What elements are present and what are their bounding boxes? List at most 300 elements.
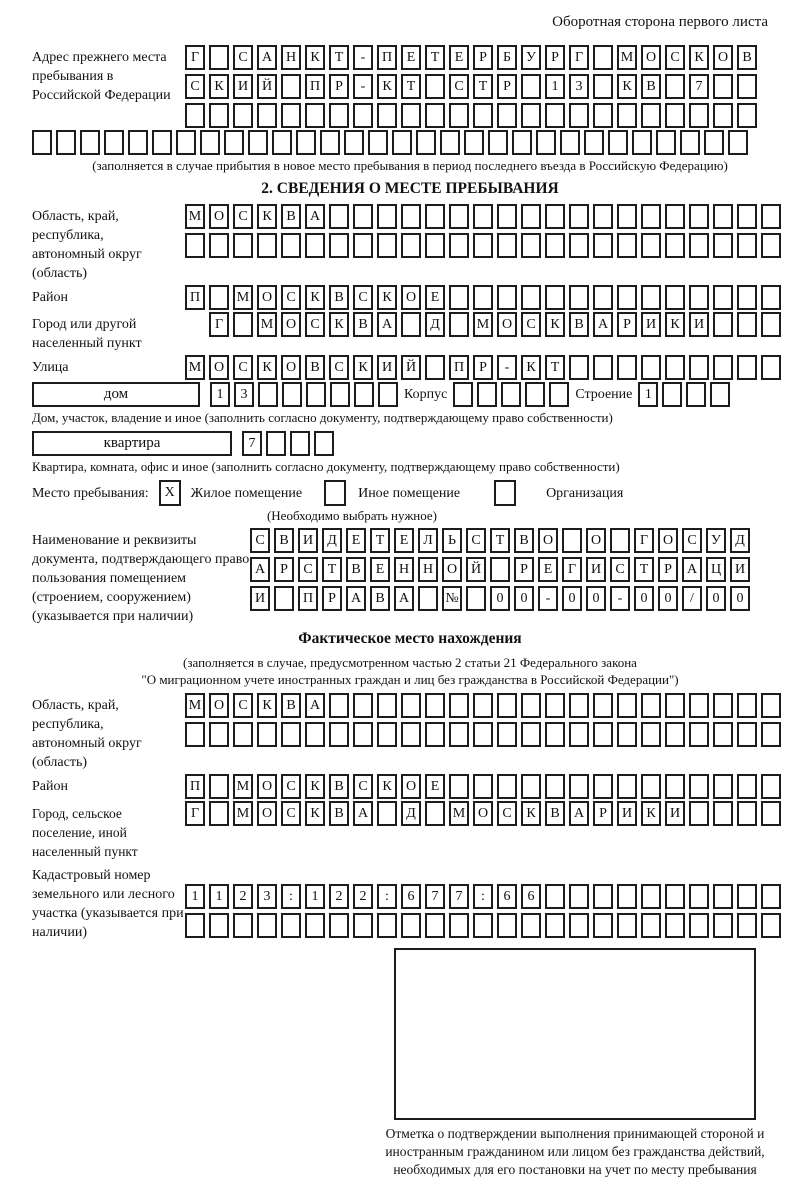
char-box[interactable] xyxy=(713,74,733,99)
char-box[interactable]: М xyxy=(185,355,205,380)
char-box[interactable]: В xyxy=(329,774,349,799)
char-box[interactable]: И xyxy=(298,528,318,553)
char-box[interactable]: Е xyxy=(394,528,414,553)
char-box[interactable]: Т xyxy=(329,45,349,70)
char-box[interactable] xyxy=(401,312,421,337)
char-box[interactable] xyxy=(713,722,733,747)
char-box[interactable]: К xyxy=(353,355,373,380)
char-box[interactable]: У xyxy=(706,528,726,553)
char-box[interactable]: Т xyxy=(322,557,342,582)
char-box[interactable] xyxy=(641,103,661,128)
char-box[interactable] xyxy=(281,74,301,99)
char-box[interactable]: 1 xyxy=(305,884,325,909)
char-box[interactable] xyxy=(377,722,397,747)
char-box[interactable]: С xyxy=(185,74,205,99)
char-box[interactable] xyxy=(617,693,637,718)
char-box[interactable] xyxy=(710,382,730,407)
char-box[interactable] xyxy=(617,103,637,128)
char-box[interactable]: 7 xyxy=(689,74,709,99)
char-box[interactable]: А xyxy=(682,557,702,582)
char-box[interactable] xyxy=(449,774,469,799)
char-box[interactable] xyxy=(425,233,445,258)
char-box[interactable] xyxy=(258,382,278,407)
char-box[interactable] xyxy=(488,130,508,155)
char-box[interactable] xyxy=(501,382,521,407)
char-box[interactable] xyxy=(233,722,253,747)
char-box[interactable] xyxy=(665,913,685,938)
char-box[interactable] xyxy=(209,801,229,826)
char-box[interactable]: Й xyxy=(257,74,277,99)
char-box[interactable] xyxy=(209,913,229,938)
char-box[interactable]: Д xyxy=(322,528,342,553)
char-box[interactable]: В xyxy=(281,693,301,718)
char-box[interactable]: Р xyxy=(274,557,294,582)
char-box[interactable] xyxy=(593,722,613,747)
char-box[interactable] xyxy=(641,285,661,310)
char-box[interactable]: С xyxy=(665,45,685,70)
char-box[interactable]: В xyxy=(545,801,565,826)
char-box[interactable] xyxy=(545,204,565,229)
char-box[interactable] xyxy=(392,130,412,155)
char-box[interactable] xyxy=(689,913,709,938)
char-box[interactable] xyxy=(449,233,469,258)
char-box[interactable] xyxy=(281,913,301,938)
char-box[interactable]: О xyxy=(538,528,558,553)
char-box[interactable] xyxy=(497,774,517,799)
char-box[interactable]: К xyxy=(305,285,325,310)
char-box[interactable] xyxy=(521,774,541,799)
char-box[interactable] xyxy=(490,557,510,582)
char-box[interactable]: Й xyxy=(466,557,486,582)
char-box[interactable] xyxy=(713,285,733,310)
char-box[interactable] xyxy=(290,431,310,456)
char-box[interactable] xyxy=(689,801,709,826)
char-box[interactable]: Е xyxy=(370,557,390,582)
char-box[interactable] xyxy=(737,233,757,258)
char-box[interactable] xyxy=(353,233,373,258)
char-box[interactable]: П xyxy=(185,774,205,799)
char-box[interactable]: И xyxy=(617,801,637,826)
char-box[interactable]: 0 xyxy=(658,586,678,611)
char-box[interactable]: А xyxy=(305,204,325,229)
char-box[interactable] xyxy=(713,233,733,258)
char-box[interactable] xyxy=(761,774,781,799)
char-box[interactable] xyxy=(521,722,541,747)
char-box[interactable] xyxy=(305,722,325,747)
char-box[interactable] xyxy=(473,285,493,310)
char-box[interactable] xyxy=(257,722,277,747)
char-box[interactable]: О xyxy=(586,528,606,553)
char-box[interactable]: М xyxy=(233,285,253,310)
char-box[interactable] xyxy=(569,774,589,799)
char-box[interactable] xyxy=(521,913,541,938)
char-box[interactable] xyxy=(521,233,541,258)
char-box[interactable] xyxy=(689,884,709,909)
char-box[interactable]: В xyxy=(514,528,534,553)
char-box[interactable]: М xyxy=(617,45,637,70)
char-box[interactable] xyxy=(521,285,541,310)
char-box[interactable]: - xyxy=(610,586,630,611)
char-box[interactable] xyxy=(497,204,517,229)
char-box[interactable] xyxy=(632,130,652,155)
char-box[interactable] xyxy=(569,204,589,229)
char-box[interactable]: Й xyxy=(401,355,421,380)
char-box[interactable]: Т xyxy=(401,74,421,99)
char-box[interactable] xyxy=(549,382,569,407)
char-box[interactable]: Н xyxy=(394,557,414,582)
char-box[interactable] xyxy=(689,774,709,799)
char-box[interactable] xyxy=(401,693,421,718)
char-box[interactable]: Е xyxy=(449,45,469,70)
char-box[interactable] xyxy=(761,913,781,938)
char-box[interactable] xyxy=(761,204,781,229)
char-box[interactable]: О xyxy=(658,528,678,553)
char-box[interactable]: К xyxy=(689,45,709,70)
char-box[interactable] xyxy=(80,130,100,155)
char-box[interactable]: - xyxy=(353,74,373,99)
char-box[interactable] xyxy=(453,382,473,407)
char-box[interactable] xyxy=(209,722,229,747)
char-box[interactable]: К xyxy=(257,693,277,718)
char-box[interactable] xyxy=(617,913,637,938)
char-box[interactable] xyxy=(449,693,469,718)
char-box[interactable] xyxy=(521,204,541,229)
char-box[interactable] xyxy=(257,913,277,938)
char-box[interactable]: Т xyxy=(473,74,493,99)
char-box[interactable] xyxy=(209,103,229,128)
char-box[interactable] xyxy=(368,130,388,155)
char-box[interactable]: И xyxy=(665,801,685,826)
char-box[interactable] xyxy=(617,722,637,747)
char-box[interactable] xyxy=(593,103,613,128)
char-box[interactable] xyxy=(344,130,364,155)
char-box[interactable]: - xyxy=(353,45,373,70)
char-box[interactable]: Е xyxy=(425,774,445,799)
char-box[interactable] xyxy=(185,233,205,258)
char-box[interactable] xyxy=(713,103,733,128)
char-box[interactable] xyxy=(545,285,565,310)
char-box[interactable]: Р xyxy=(617,312,637,337)
char-box[interactable]: А xyxy=(250,557,270,582)
char-box[interactable]: К xyxy=(257,355,277,380)
char-box[interactable] xyxy=(545,233,565,258)
char-box[interactable] xyxy=(353,722,373,747)
char-box[interactable] xyxy=(128,130,148,155)
char-box[interactable] xyxy=(641,233,661,258)
char-box[interactable]: К xyxy=(257,204,277,229)
char-box[interactable] xyxy=(497,722,517,747)
char-box[interactable] xyxy=(761,285,781,310)
char-box[interactable]: Н xyxy=(281,45,301,70)
char-box[interactable] xyxy=(401,233,421,258)
char-box[interactable]: Ь xyxy=(442,528,462,553)
char-box[interactable] xyxy=(274,586,294,611)
char-box[interactable] xyxy=(185,103,205,128)
char-box[interactable] xyxy=(713,913,733,938)
char-box[interactable] xyxy=(401,103,421,128)
char-box[interactable]: Р xyxy=(593,801,613,826)
char-box[interactable] xyxy=(353,103,373,128)
char-box[interactable] xyxy=(713,801,733,826)
char-box[interactable] xyxy=(608,130,628,155)
char-box[interactable]: О xyxy=(442,557,462,582)
char-box[interactable] xyxy=(569,103,589,128)
char-box[interactable]: Р xyxy=(473,45,493,70)
char-box[interactable]: Р xyxy=(329,74,349,99)
char-box[interactable]: О xyxy=(209,204,229,229)
char-box[interactable] xyxy=(449,285,469,310)
char-box[interactable] xyxy=(593,204,613,229)
char-box[interactable]: С xyxy=(233,204,253,229)
char-box[interactable] xyxy=(209,285,229,310)
char-box[interactable] xyxy=(209,233,229,258)
char-box[interactable] xyxy=(353,204,373,229)
stay-type-checkbox-other-premises[interactable] xyxy=(324,480,346,506)
char-box[interactable]: 1 xyxy=(638,382,658,407)
char-box[interactable]: 6 xyxy=(401,884,421,909)
char-box[interactable] xyxy=(233,913,253,938)
char-box[interactable]: 7 xyxy=(242,431,262,456)
char-box[interactable] xyxy=(209,774,229,799)
char-box[interactable] xyxy=(377,913,397,938)
char-box[interactable]: С xyxy=(233,693,253,718)
char-box[interactable] xyxy=(521,74,541,99)
char-box[interactable]: Р xyxy=(658,557,678,582)
char-box[interactable] xyxy=(689,355,709,380)
char-box[interactable]: О xyxy=(281,312,301,337)
char-box[interactable] xyxy=(497,233,517,258)
char-box[interactable]: С xyxy=(281,801,301,826)
char-box[interactable] xyxy=(761,355,781,380)
char-box[interactable]: М xyxy=(233,774,253,799)
char-box[interactable] xyxy=(329,233,349,258)
char-box[interactable]: О xyxy=(257,774,277,799)
char-box[interactable] xyxy=(737,913,757,938)
char-box[interactable] xyxy=(257,103,277,128)
char-box[interactable]: 1 xyxy=(209,884,229,909)
char-box[interactable]: С xyxy=(353,285,373,310)
char-box[interactable] xyxy=(761,801,781,826)
char-box[interactable]: 3 xyxy=(569,74,589,99)
char-box[interactable] xyxy=(425,722,445,747)
char-box[interactable]: О xyxy=(641,45,661,70)
char-box[interactable]: К xyxy=(377,285,397,310)
char-box[interactable] xyxy=(641,693,661,718)
char-box[interactable]: И xyxy=(641,312,661,337)
char-box[interactable] xyxy=(477,382,497,407)
char-box[interactable]: К xyxy=(521,801,541,826)
char-box[interactable] xyxy=(377,693,397,718)
char-box[interactable]: - xyxy=(538,586,558,611)
char-box[interactable]: 1 xyxy=(545,74,565,99)
char-box[interactable] xyxy=(713,204,733,229)
char-box[interactable]: Г xyxy=(634,528,654,553)
char-box[interactable]: Е xyxy=(538,557,558,582)
char-box[interactable] xyxy=(737,884,757,909)
char-box[interactable] xyxy=(401,722,421,747)
char-box[interactable] xyxy=(233,312,253,337)
char-box[interactable] xyxy=(305,103,325,128)
char-box[interactable] xyxy=(761,722,781,747)
char-box[interactable] xyxy=(425,204,445,229)
char-box[interactable] xyxy=(233,233,253,258)
char-box[interactable]: С xyxy=(353,774,373,799)
char-box[interactable] xyxy=(545,103,565,128)
char-box[interactable]: В xyxy=(305,355,325,380)
char-box[interactable]: С xyxy=(305,312,325,337)
char-box[interactable] xyxy=(761,233,781,258)
char-box[interactable] xyxy=(665,204,685,229)
char-box[interactable] xyxy=(689,285,709,310)
char-box[interactable] xyxy=(185,722,205,747)
char-box[interactable] xyxy=(440,130,460,155)
char-box[interactable] xyxy=(713,693,733,718)
char-box[interactable]: Ц xyxy=(706,557,726,582)
char-box[interactable] xyxy=(761,884,781,909)
char-box[interactable]: К xyxy=(305,45,325,70)
char-box[interactable] xyxy=(569,233,589,258)
char-box[interactable]: И xyxy=(233,74,253,99)
char-box[interactable] xyxy=(569,722,589,747)
char-box[interactable] xyxy=(320,130,340,155)
char-box[interactable]: А xyxy=(353,801,373,826)
char-box[interactable] xyxy=(329,722,349,747)
stay-type-checkbox-organization[interactable] xyxy=(494,480,516,506)
char-box[interactable] xyxy=(656,130,676,155)
char-box[interactable]: К xyxy=(617,74,637,99)
char-box[interactable]: С xyxy=(329,355,349,380)
char-box[interactable]: П xyxy=(449,355,469,380)
char-box[interactable]: 0 xyxy=(586,586,606,611)
char-box[interactable]: А xyxy=(346,586,366,611)
char-box[interactable]: А xyxy=(305,693,325,718)
char-box[interactable]: 2 xyxy=(353,884,373,909)
char-box[interactable] xyxy=(569,355,589,380)
char-box[interactable]: В xyxy=(329,285,349,310)
char-box[interactable] xyxy=(737,285,757,310)
char-box[interactable] xyxy=(665,285,685,310)
char-box[interactable]: В xyxy=(353,312,373,337)
char-box[interactable]: О xyxy=(713,45,733,70)
char-box[interactable]: И xyxy=(377,355,397,380)
char-box[interactable] xyxy=(617,355,637,380)
char-box[interactable] xyxy=(473,233,493,258)
char-box[interactable] xyxy=(665,774,685,799)
char-box[interactable] xyxy=(737,103,757,128)
char-box[interactable]: А xyxy=(377,312,397,337)
char-box[interactable]: № xyxy=(442,586,462,611)
char-box[interactable] xyxy=(617,285,637,310)
char-box[interactable] xyxy=(257,233,277,258)
char-box[interactable] xyxy=(512,130,532,155)
char-box[interactable]: С xyxy=(298,557,318,582)
char-box[interactable] xyxy=(737,204,757,229)
char-box[interactable] xyxy=(593,285,613,310)
char-box[interactable]: О xyxy=(209,693,229,718)
char-box[interactable] xyxy=(617,204,637,229)
char-box[interactable]: В xyxy=(346,557,366,582)
char-box[interactable]: О xyxy=(209,355,229,380)
char-box[interactable] xyxy=(665,693,685,718)
char-box[interactable]: К xyxy=(641,801,661,826)
char-box[interactable]: С xyxy=(497,801,517,826)
char-box[interactable] xyxy=(378,382,398,407)
char-box[interactable] xyxy=(545,913,565,938)
char-box[interactable] xyxy=(689,103,709,128)
char-box[interactable]: Г xyxy=(562,557,582,582)
char-box[interactable] xyxy=(689,204,709,229)
char-box[interactable]: 6 xyxy=(521,884,541,909)
char-box[interactable] xyxy=(713,355,733,380)
char-box[interactable]: К xyxy=(329,312,349,337)
char-box[interactable] xyxy=(473,204,493,229)
char-box[interactable]: Е xyxy=(346,528,366,553)
char-box[interactable] xyxy=(200,130,220,155)
char-box[interactable] xyxy=(464,130,484,155)
char-box[interactable] xyxy=(473,103,493,128)
char-box[interactable] xyxy=(593,74,613,99)
char-box[interactable]: Д xyxy=(730,528,750,553)
char-box[interactable] xyxy=(272,130,292,155)
char-box[interactable]: И xyxy=(586,557,606,582)
char-box[interactable]: С xyxy=(449,74,469,99)
char-box[interactable] xyxy=(449,312,469,337)
char-box[interactable] xyxy=(353,693,373,718)
char-box[interactable]: Е xyxy=(425,285,445,310)
char-box[interactable]: И xyxy=(250,586,270,611)
char-box[interactable] xyxy=(665,722,685,747)
char-box[interactable]: 1 xyxy=(210,382,230,407)
char-box[interactable]: С xyxy=(521,312,541,337)
char-box[interactable]: О xyxy=(401,774,421,799)
char-box[interactable] xyxy=(449,913,469,938)
char-box[interactable]: С xyxy=(466,528,486,553)
char-box[interactable]: В xyxy=(370,586,390,611)
char-box[interactable] xyxy=(593,884,613,909)
stay-type-checkbox-residential[interactable]: X xyxy=(159,480,181,506)
char-box[interactable] xyxy=(737,693,757,718)
char-box[interactable] xyxy=(209,45,229,70)
char-box[interactable] xyxy=(473,913,493,938)
char-box[interactable]: К xyxy=(665,312,685,337)
char-box[interactable] xyxy=(425,913,445,938)
char-box[interactable] xyxy=(569,884,589,909)
char-box[interactable]: О xyxy=(257,801,277,826)
char-box[interactable]: К xyxy=(521,355,541,380)
char-box[interactable] xyxy=(401,204,421,229)
char-box[interactable]: Е xyxy=(401,45,421,70)
char-box[interactable] xyxy=(401,913,421,938)
char-box[interactable] xyxy=(584,130,604,155)
char-box[interactable]: В xyxy=(569,312,589,337)
char-box[interactable]: М xyxy=(257,312,277,337)
char-box[interactable] xyxy=(617,884,637,909)
char-box[interactable] xyxy=(680,130,700,155)
char-box[interactable] xyxy=(593,774,613,799)
char-box[interactable] xyxy=(425,693,445,718)
char-box[interactable]: Н xyxy=(418,557,438,582)
char-box[interactable]: Т xyxy=(490,528,510,553)
char-box[interactable]: П xyxy=(377,45,397,70)
char-box[interactable]: С xyxy=(233,45,253,70)
char-box[interactable]: О xyxy=(281,355,301,380)
char-box[interactable] xyxy=(329,913,349,938)
char-box[interactable]: Г xyxy=(185,45,205,70)
char-box[interactable] xyxy=(686,382,706,407)
char-box[interactable] xyxy=(425,355,445,380)
char-box[interactable]: Т xyxy=(370,528,390,553)
char-box[interactable]: Г xyxy=(569,45,589,70)
